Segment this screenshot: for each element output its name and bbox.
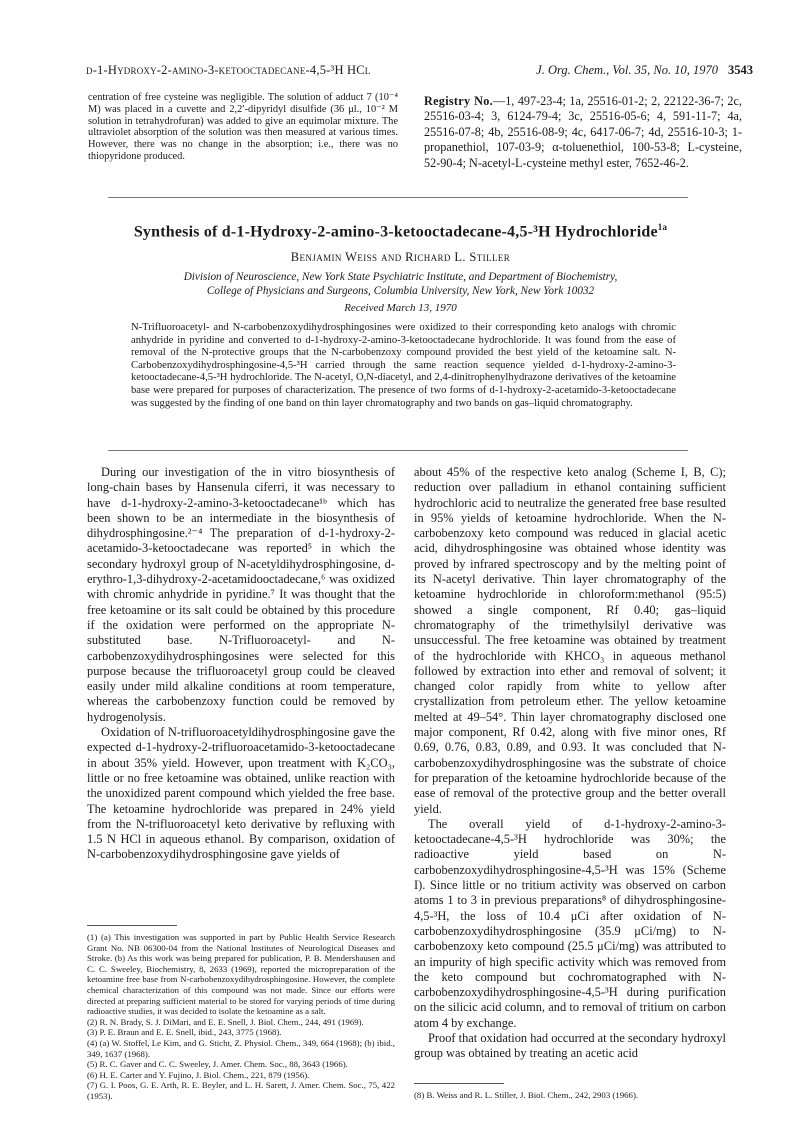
footnote: (6) H. E. Carter and Y. Fujino, J. Biol. Chem., 221, 879 (1956). bbox=[87, 1069, 310, 1080]
footnote: (3) P. E. Braun and E. E. Snell, ibid., 243, 3775 (1968). bbox=[87, 1027, 282, 1038]
footnote-rule bbox=[414, 1083, 504, 1084]
article-title-text: Synthesis of d-1-Hydroxy-2-amino-3-ketooctadecane-4,5-³H Hydrochloride bbox=[133, 223, 658, 241]
abstract: N-Trifluoroacetyl- and N-carbobenzoxydihydrosphingosines were oxidized to their corresponding keto analogs with chromic anhydride in pyridine and converted to d-1-hydroxy-2-amino-3-ketooctadecane hydrochloride. It was found from the ease of removal of the N-protective groups that the N-carbobenzoxy compound provided the best yield of the ketoamine salt. N-Carbobenzoxydihydrosphingosine-4,5-³H carried through the same reaction sequence yielded d-1-hydroxy-2-amino-3-ketooctadecane-4,5-³H hydrochloride. The N-acetyl, O,N-diacetyl, and 2,4-dinitrophenylhydrazone derivatives of the ketoamine base were prepared for purposes of characterization. The presence of two forms of d-1-hydroxy-2-acetamido-3-ketooctadecane was suggested by the finding of one band on thin layer chromatography and two bands on gas–liquid chromatography. bbox=[131, 322, 676, 409]
registry-numbers bbox=[424, 94, 742, 171]
footnote: (8) B. Weiss and R. L. Stiller, J. Biol. Chem., 242, 2903 (1966). bbox=[414, 1090, 639, 1100]
footnote: (4) (a) W. Stoffel, Le Kim, and G. Sticht, Z. Physiol. Chem., 349, 664 (1968); (b) ibid., 349, 1637 (1968). bbox=[87, 1037, 395, 1059]
received-date: Received March 13, 1970 bbox=[344, 302, 457, 314]
journal-citation: J. Org. Chem., Vol. 35, No. 10, 1970 bbox=[536, 63, 718, 77]
running-head-journal bbox=[536, 63, 753, 78]
article-title bbox=[40, 222, 761, 241]
previous-article-tail bbox=[88, 92, 742, 188]
paragraph: Proof that oxidation had occurred at the secondary hydroxyl group was obtained by treating an acetic acid bbox=[414, 1030, 726, 1061]
paragraph: The overall yield of d-1-hydroxy-2-amino-3-ketooctadecane-4,5-³H hydrochloride was 30%; the radioactive yield based on N-carbobenzoxydihydrosphingosine-4,5-³H was 15% (Scheme I). Since little or no tritium activity was observed on carbon atoms 1 to 3 in previous preparations⁸ of dihydrosphingosine-4,5-³H, the loss of 10.4 μCi after oxidation of N-carbobenzoxydihydrosphingosine (35.9 μCi/mg) to N-carbobenzoxy keto compound (25.5 μCi/mg) was attributed to an impurity of high specific activity which was removed from the keto compound but cochromatographed with N-carbobenzoxydihydrosphingosine-4,5-³H during purification on the silicic acid column, and to removal of tritium on carbon atom 4 by exchange. bbox=[414, 816, 726, 1030]
registry-text: —1, 497-23-4; 1a, 25516-01-2; 2, 22122-36-7; 2c, 25516-03-4; 3, 6124-79-4; 3c, 25516-05-6; 4, 591-11-7; 4a, 25516-07-8; 4b, 25516-08-9; 4c, 6417-06-7; 4d, 25516-10-3; 1-propanethiol, 107-03-9; α-toluenethiol, 100-53-8; L-cysteine, 52-90-4; N-acetyl-L-cysteine methyl ester, 7652-46-2. bbox=[424, 94, 742, 170]
affiliation bbox=[70, 270, 731, 298]
registry-label: Registry No. bbox=[424, 94, 494, 108]
footnote: (1) (a) This investigation was supported in part by Public Health Service Research Grant No. NB 06300-04 from the National Institutes of Neurological Diseases and Stroke. (b) As this work was being prepared for publication, P. B. Mendershausen and C. C. Sweeley, Biochemistry, 8, 2633 (1969), reported the micropreparation of the ketoamine free base from N-carbobenzoxydihydrosphingosine. However, the complete chemical characterization of this compound was not made. Since our efforts were directed at preparing sufficient material to be stored for varying periods of time during radioactive studies, it was decided to isolate the ketoamine as a salt. bbox=[87, 932, 395, 1017]
authors: Benjamin Weiss and Richard L. Stiller bbox=[290, 250, 511, 264]
previous-article-text: centration of free cysteine was negligible. The solution of adduct 7 (10⁻⁴ M) was placed in a cuvette and 2,2′-dipyridyl disulfide (36 μl., 10⁻² M solution in tetrahydrofuran) was added to give an equimolar mixture. The ultraviolet absorption of the solution was then measured at various times. However, there was no change in the absorption; i.e., there was no thiopyridone produced. bbox=[88, 92, 398, 162]
footnote: (2) R. N. Brady, S. J. DiMari, and E. E. Snell, J. Biol. Chem., 244, 491 (1969). bbox=[87, 1016, 364, 1027]
section-divider bbox=[108, 197, 688, 198]
footnote: (5) R. C. Gaver and C. C. Sweeley, J. Amer. Chem. Soc., 88, 3643 (1966). bbox=[87, 1059, 348, 1070]
affiliation-line-2: College of Physicians and Surgeons, Columbia University, New York, New York 10032 bbox=[206, 285, 595, 297]
affiliation-line-1: Division of Neuroscience, New York State Psychiatric Institute, and Department of Biochemistry, bbox=[183, 271, 618, 283]
running-head-title: d-1-Hydroxy-2-amino-3-ketooctadecane-4,5-³H HCl bbox=[86, 63, 371, 77]
running-head bbox=[86, 63, 753, 78]
body-column-right bbox=[414, 465, 726, 1062]
abstract-divider bbox=[108, 450, 688, 451]
page-number: 3543 bbox=[728, 63, 753, 77]
body-column-left bbox=[87, 465, 395, 915]
title-footnote-mark: 1a bbox=[657, 222, 668, 232]
footnote: (7) G. I. Poos, G. E. Arth, R. E. Beyler, and L. H. Sarett, J. Amer. Chem. Soc., 75, 422 (1953). bbox=[87, 1080, 395, 1101]
footnote-rule bbox=[87, 925, 177, 926]
footnotes bbox=[87, 932, 395, 1102]
paragraph: During our investigation of the in vitro biosynthesis of long-chain bases by Hansenula ciferri, it was necessary to have d-1-hydroxy-2-amino-3-ketooctadecane¹ᵇ which has been shown to be an intermediate in the biosynthesis of dihydrosphingosine.²⁻⁴ The preparation of d-1-hydroxy-2-acetamido-3-ketooctadecane was reported⁵ in which the secondary hydroxyl group of N-acetyldihydrosphingosine, d-erythro-1,3-dihydroxy-2-acetamidooctadecane,⁶ was oxidized with chromic anhydride in pyridine.⁷ It was thought that the free ketoamine or its salt could be obtained by this procedure if the oxidation were performed on the appropriate N-substituted base. N-Trifluoroacetyl- and N-carbobenzoxydihydrosphingosines were selected for this purpose because the trifluoroacetyl group could be cleaved easily under mild alkaline conditions at room temperature, whereas the carbobenzoxy function could be removed by hydrogenolysis. bbox=[87, 465, 395, 724]
paragraph: about 45% of the respective keto analog (Scheme I, B, C); reduction over palladium in ethanol containing sufficient hydrochloric acid to neutralize the generated free base resulted in 95% yields of ketoamine hydrochloride. When the N-carbobenzoxy keto compound was reduced in glacial acetic acid, dihydrosphingosine was obtained whose identity was proved by infrared spectroscopy and by the melting point of its N-acetyl derivative. Thin layer chromatography of the ketoamine hydrochloride in chloroform:methanol (95:5) showed a single component, Rf 0.40; gas–liquid chromatography of the trimethylsilyl derivative was unsuccessful. The free ketoamine was obtained by treatment of the hydrochloride with KHCO₃ in aqueous methanol followed by extraction into ether and removal of solvent; it changed color rapidly from white to yellow after crystallization from petroleum ether. The yellow ketoamine melted at 49–54°. Thin layer chromatography disclosed one major component, Rf 0.42, along with five minor ones, Rf 0.69, 0.76, 0.83, 0.89, and 0.93. It was concluded that N-carbobenzoxydihydrosphingosine was the substrate of choice for preparation of the ketoamine hydrochloride because of the ease of removal of the protective group and the better overall yield. bbox=[414, 465, 726, 816]
paragraph: Oxidation of N-trifluoroacetyldihydrosphingosine gave the expected d-1-hydroxy-2-trifluoroacetamido-3-ketooctadecane in about 35% yield. However, upon treatment with K₂CO₃, little or no free ketoamine was obtained, unlike reaction with the unoxidized parent compound which yielded the free base. The ketoamine hydrochloride was prepared in 24% yield from the N-trifluoroacetyl keto derivative by refluxing with 1.5 N HCl in aqueous ethanol. By comparison, oxidation of N-carbobenzoxydihydrosphingosine gave yields of bbox=[87, 725, 395, 862]
